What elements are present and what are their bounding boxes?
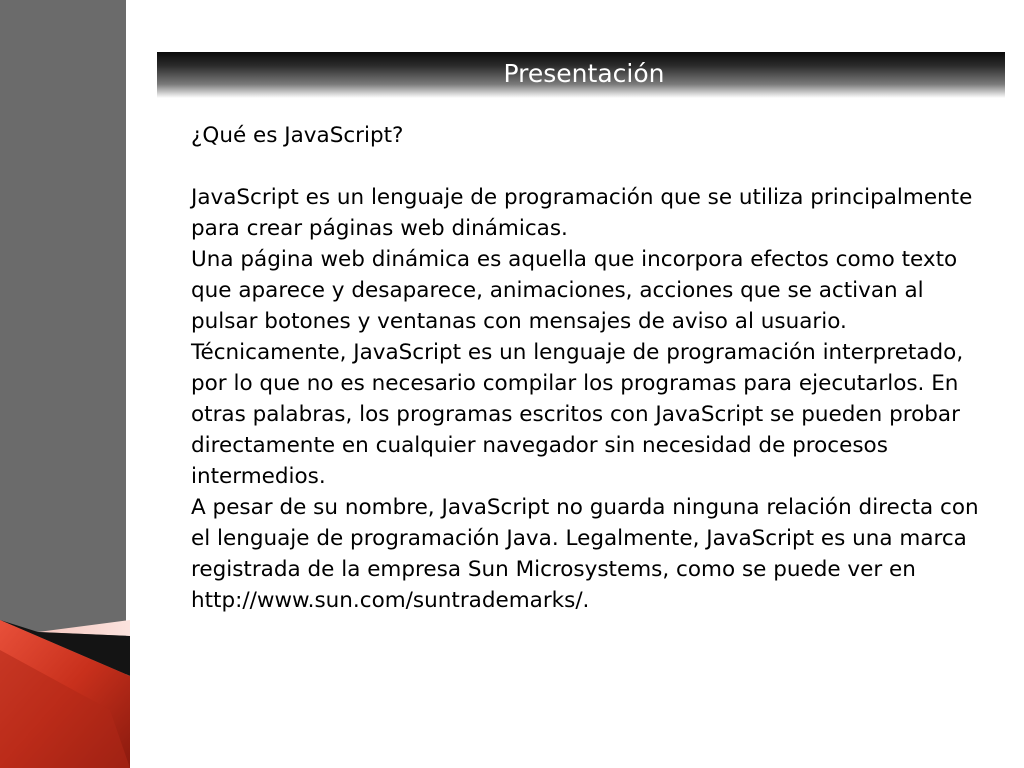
spacer xyxy=(191,151,991,182)
paragraph-1: JavaScript es un lenguaje de programación que se utiliza principalmente para crear páginas web dinámicas. xyxy=(191,185,973,241)
slide-body xyxy=(191,120,991,616)
paragraph-2: Una página web dinámica es aquella que incorpora efectos como texto que aparece y desaparece, animaciones, acciones que se activan al pulsar botones y ventanas con mensajes de aviso al usuario. xyxy=(191,247,958,334)
paragraph-4: A pesar de su nombre, JavaScript no guarda ninguna relación directa con el lenguaje de programación Java. Legalmente, JavaScript es una marca registrada de la empresa Sun Microsystems, como se puede ver en http://www.sun.com/suntrademarks/. xyxy=(191,495,979,613)
slide-title: Presentación xyxy=(503,59,665,88)
slide-heading: ¿Qué es JavaScript? xyxy=(191,123,404,148)
paragraph-3: Técnicamente, JavaScript es un lenguaje de programación interpretado, por lo que no es necesario compilar los programas para ejecutarlos. En otras palabras, los programas escritos con JavaScript se pueden probar directamente en cualquier navegador sin necesidad de procesos intermedios. xyxy=(191,340,964,489)
red-ribbon-decoration xyxy=(0,610,130,768)
